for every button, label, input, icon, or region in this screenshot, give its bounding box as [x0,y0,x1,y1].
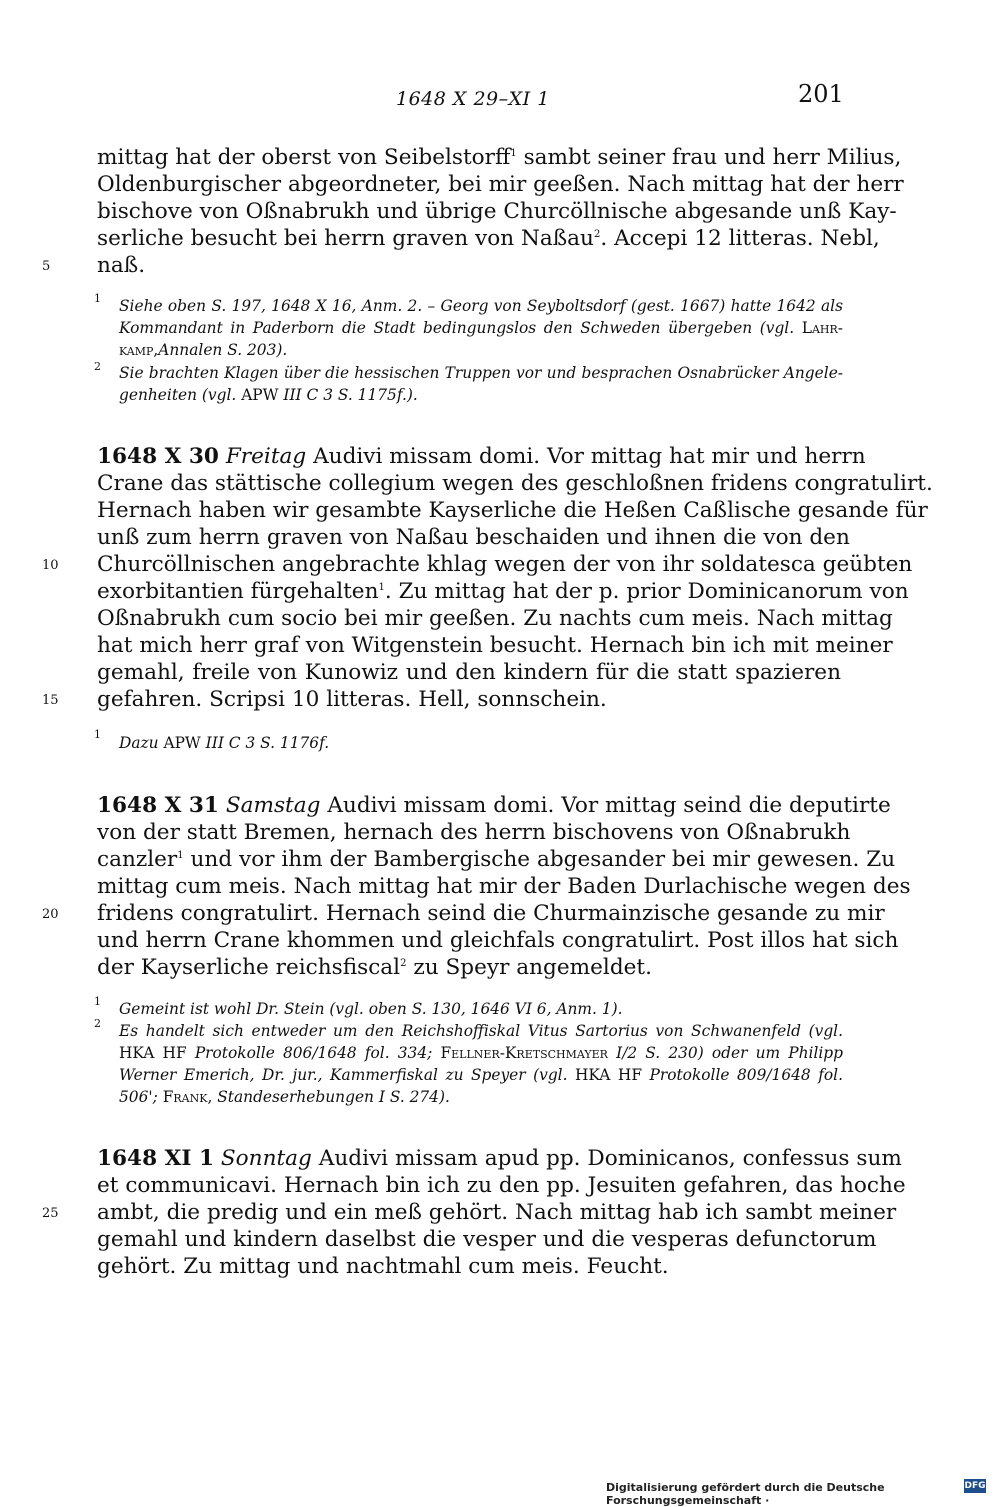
text-line: naß. [97,253,146,278]
entry-day: Samstag [225,793,321,818]
line-number: 15 [42,693,59,708]
footnote-line: 506'; Frank, Standeserhebungen I S. 274). [119,1088,450,1106]
footnote-line: Dazu APW III C 3 S. 1176f. [119,734,330,752]
line-number: 5 [42,259,51,274]
text-line: Oldenburgischer abgeordneter, bei mir geeßen. Nach mittag hat der herr [97,172,904,197]
entry-date: 1648 X 30 [97,444,219,469]
entry-day: Sonntag [220,1146,312,1171]
text-line: serliche besucht bei herrn graven von Naßau$^2$. Accepi 12 litteras. Nebl, [97,226,880,251]
text-line: Churcöllnischen angebrachte khlag wegen der von ihr soldatesca geübten [97,552,913,577]
text-line: von der statt Bremen, hernach des herrn bischovens von Oßnabrukh [97,820,851,845]
footnote-number: 2 [94,360,101,373]
text-line: und herrn Crane khommen und gleichfals congratulirt. Post illos hat sich [97,928,899,953]
text-line: bischove von Oßnabrukh und übrige Churcöllnische abgesande unß Kay- [97,199,897,224]
footnote-line: kamp,Annalen S. 203). [119,341,288,359]
text-line: mittag cum meis. Nach mittag hat mir der Baden Durlachische wegen des [97,874,911,899]
text-line: et communicavi. Hernach bin ich zu den pp. Jesuiten gefahren, das hoche [97,1173,906,1198]
footnote-line: HKA HF Protokolle 806/1648 fol. 334; Fellner-Kretschmayer I/2 S. 230) oder um Philipp [119,1044,843,1062]
entry-first-line: 1648 X 31 Samstag Audivi missam domi. Vor mittag seind die deputirte [97,793,891,818]
footnote-number: 1 [94,728,101,741]
entry-date: 1648 XI 1 [97,1146,215,1171]
entry-date: 1648 X 31 [97,793,219,818]
line-number: 20 [42,907,59,922]
footnote-number: 1 [94,995,101,1008]
entry-first-line: 1648 X 30 Freitag Audivi missam domi. Vor mittag hat mir und herrn [97,444,866,469]
footnote-line: Kommandant in Paderborn die Stadt bedingungslos den Schweden übergeben (vgl. Lahr- [119,319,843,337]
text-line: Crane das stättische collegium wegen des geschloßnen fridens congratulirt. [97,471,933,496]
text-line: gehört. Zu mittag und nachtmahl cum meis. Feucht. [97,1254,669,1279]
footnote-number: 2 [94,1017,101,1030]
footnote-number: 1 [94,292,101,305]
text-line: Oßnabrukh cum socio bei mir geeßen. Zu nachts cum meis. Nach mittag [97,606,893,631]
text-line: Hernach haben wir gesambte Kayserliche die Heßen Caßlische gesande für [97,498,928,523]
footnote-line: Siehe oben S. 197, 1648 X 16, Anm. 2. – Georg von Seyboltsdorf (gest. 1667) hatte 1642 als [119,297,843,315]
footnote-line: Es handelt sich entweder um den Reichshoffiskal Vitus Sartorius von Schwanenfeld (vgl. [119,1022,843,1040]
text-line: fridens congratulirt. Hernach seind die Churmainzische gesande zu mir [97,901,885,926]
text-line: ambt, die predig und ein meß gehört. Nach mittag hab ich sambt meiner [97,1200,897,1225]
text-line: gemahl und kindern daselbst die vesper und die vesperas defunctorum [97,1227,877,1252]
text-line: gefahren. Scripsi 10 litteras. Hell, sonnschein. [97,687,607,712]
running-header: 1648 X 29–XI 1 [396,88,550,110]
text-line: der Kayserliche reichsfiscal$^2$ zu Speyr angemeldet. [97,955,652,980]
page-number: 201 [798,80,844,108]
text-line: unß zum herrn graven von Naßau beschaiden und ihnen die von den [97,525,850,550]
footnote-line: Gemeint ist wohl Dr. Stein (vgl. oben S. 130, 1646 VI 6, Anm. 1). [119,1000,623,1018]
dfg-logo: DFG [964,1481,986,1491]
entry-first-line: 1648 XI 1 Sonntag Audivi missam apud pp. Dominicanos, confessus sum [97,1146,902,1171]
footnote-line: Sie brachten Klagen über die hessischen Truppen vor und besprachen Osnabrücker Angele- [119,364,843,382]
footnote-line: genheiten (vgl. APW III C 3 S. 1175f.). [119,386,418,404]
line-number: 10 [42,558,59,573]
text-line: gemahl, freile von Kunowiz und den kindern für die statt spazieren [97,660,841,685]
line-number: 25 [42,1206,59,1221]
text-line: canzler$^1$ und vor ihm der Bambergische abgesander bei mir gewesen. Zu [97,847,896,872]
entry-day: Freitag [225,444,307,469]
digitization-credit: Digitalisierung gefördert durch die Deutsche Forschungsgemeinschaft · [606,1481,885,1507]
text-line: exorbitantien fürgehalten$^1$. Zu mittag hat der p. prior Dominicanorum von [97,579,909,604]
text-line: mittag hat der oberst von Seibelstorff$^1$ sambt seiner frau und herr Milius, [97,145,902,170]
text-line: hat mich herr graf von Witgenstein besucht. Hernach bin ich mit meiner [97,633,893,658]
footnote-line: Werner Emerich, Dr. jur., Kammerfiskal zu Speyer (vgl. HKA HF Protokolle 809/1648 fol. [119,1066,843,1084]
